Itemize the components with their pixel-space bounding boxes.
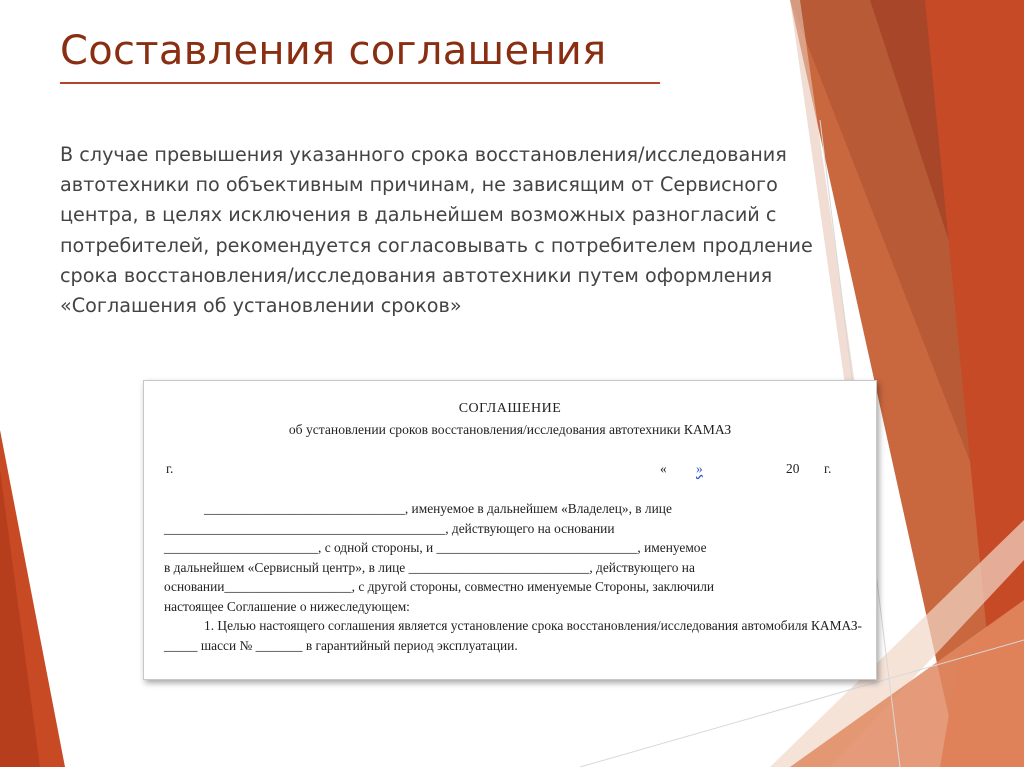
document-line: __________________________________________, действующего на основании — [164, 520, 615, 536]
document-quote-open: « — [660, 461, 667, 476]
document-quote-close — [696, 461, 703, 477]
document-title: СОГЛАШЕНИЕ — [458, 401, 562, 416]
slide-title: Составления соглашения — [60, 28, 607, 74]
document-city: г. — [166, 461, 174, 476]
document-line: основании___________________, с другой стороны, совместно именуемые Стороны, заключили — [164, 579, 715, 594]
agreement-document-image — [143, 380, 877, 680]
quote-close-mark: » — [696, 461, 703, 476]
document-clause: 1. Целью настоящего соглашения является установление срока восстановления/исследования автомобиля КАМАЗ-_____ шасси № _______ в гарантийный период эксплуатации. — [164, 618, 862, 653]
document-subtitle: об установлении сроков восстановления/исследования автотехники КАМАЗ — [288, 422, 732, 437]
slide-body-text: В случае превышения указанного срока восстановления/исследования автотехники по объективным причинам, не зависящим от Сервисного центра, в целях исключения в дальнейшем возможных разногласий с потребителей, рекомендуется согласовывать с потребителем продление срока восстановления/исследования автотехники путем оформления «Соглашения об установлении сроков» — [60, 143, 813, 318]
document-line: _______________________, с одной стороны, и ______________________________, именуемое — [164, 540, 707, 555]
document-line: настоящее Соглашение о нижеследующем: — [164, 598, 410, 614]
document-year-suffix: г. — [824, 461, 832, 476]
document-line: в дальнейшем «Сервисный центр», в лице ___________________________, действующего на — [164, 559, 695, 575]
document-year: 20 — [786, 461, 800, 476]
document-line: ______________________________, именуемое в дальнейшем «Владелец», в лице — [204, 501, 672, 516]
title-underline — [60, 82, 660, 84]
document-body — [164, 499, 862, 655]
